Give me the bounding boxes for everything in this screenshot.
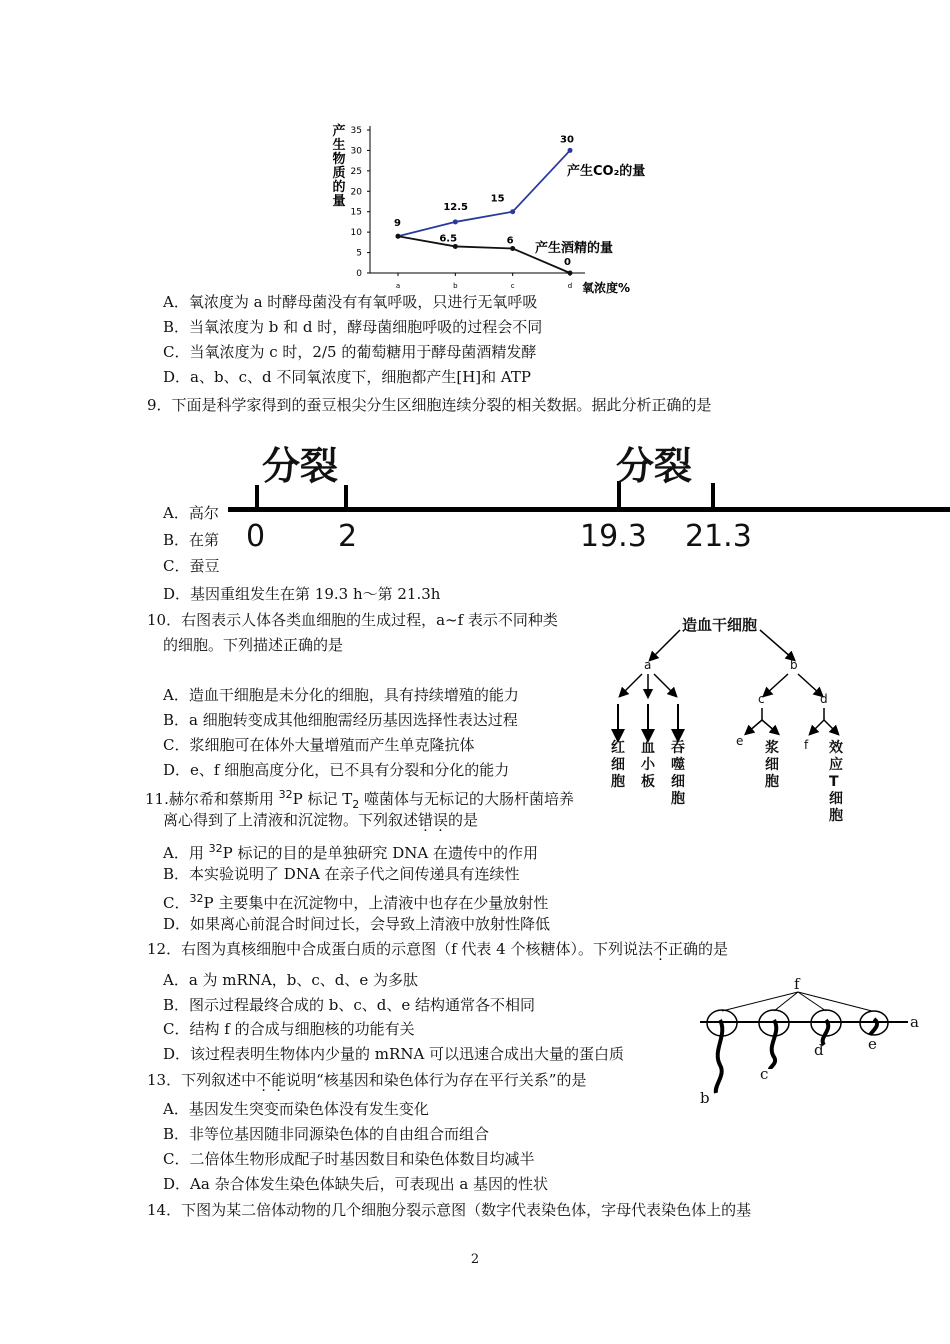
data-label: 6.5 <box>439 233 458 245</box>
y-axis-label-char: 物 <box>332 152 346 167</box>
plasma-cell-label: 浆细胞 <box>765 740 779 790</box>
x-tick-label: d <box>567 282 573 290</box>
phagocyte-label: 吞噬细胞 <box>671 740 685 807</box>
q8-option-a: A．氧浓度为 a 时酵母菌没有有氧呼吸，只进行无氧呼吸 <box>163 293 538 311</box>
red-blood-cell-label: 红细胞 <box>611 740 625 790</box>
q8-option-b: B．当氧浓度为 b 和 d 时，酵母菌细胞呼吸的过程会不同 <box>163 318 543 336</box>
q8-option-c: C．当氧浓度为 c 时，2/5 的葡萄糖用于酵母菌酒精发酵 <box>163 343 537 361</box>
timeline-tick <box>344 485 348 509</box>
data-point <box>453 244 458 249</box>
timeline-axis <box>228 507 950 512</box>
data-label: 12.5 <box>443 201 469 213</box>
x-axis-label: 氧浓度% <box>582 281 631 295</box>
q13-option-d: D．Aa 杂合体发生染色体缺失后，可表现出 a 基因的性状 <box>163 1175 549 1193</box>
node-b-label: b <box>790 658 798 672</box>
y-axis-label-char: 生 <box>332 138 346 153</box>
q12-option-c: C．结构 f 的合成与细胞核的功能有关 <box>163 1020 415 1038</box>
blood-cell-lineage-diagram <box>600 608 860 838</box>
data-label: 6 <box>506 235 514 247</box>
y-tick-label: 20 <box>350 187 362 198</box>
q12-stem: 12．右图为真核细胞中合成蛋白质的示意图（f 代表 4 个核糖体）。下列说法不正确的是 <box>147 940 729 958</box>
series-label-alcohol: 产生酒精的量 <box>535 241 614 256</box>
label-a: a <box>910 1013 919 1031</box>
q11-option-c: C．$^{32}$P 主要集中在沉淀物中，上清液中也存在少量放射性 <box>163 892 549 912</box>
data-point <box>510 209 515 214</box>
q10-option-c: C．浆细胞可在体外大量增殖而产生单克隆抗体 <box>163 736 475 754</box>
y-tick-label: 0 <box>356 269 362 279</box>
tick-label-21-3: 21.3 <box>685 519 752 554</box>
node-d-label: d <box>820 692 828 706</box>
q10-option-a: A．造血干细胞是未分化的细胞，具有持续增殖的能力 <box>163 686 519 704</box>
q11-stem-line2: 离心得到了上清液和沉淀物。下列叙述错误的是 <box>163 811 479 829</box>
polyribosome-diagram <box>690 975 930 1110</box>
data-point <box>396 234 401 239</box>
timeline-tick <box>255 485 259 509</box>
y-axis-label-char: 产 <box>332 124 346 139</box>
q12-option-d: D．该过程表明生物体内少量的 mRNA 可以迅速合成出大量的蛋白质 <box>163 1045 625 1063</box>
tick-label-2: 2 <box>338 519 358 554</box>
division-label-2: 分裂 <box>616 444 693 488</box>
q9-option-d: D．基因重组发生在第 19.3 h～第 21.3h <box>163 585 441 603</box>
x-tick-label: c <box>510 282 515 290</box>
node-e-label: e <box>736 734 744 748</box>
platelet-label: 血小板 <box>641 740 655 790</box>
q9-stem: 9．下面是科学家得到的蚕豆根尖分生区细胞连续分裂的相关数据。据此分析正确的是 <box>147 396 712 414</box>
lineage-arrows <box>600 608 860 838</box>
q11-option-d: D．如果离心前混合时间过长，会导致上清液中放射性降低 <box>163 915 551 933</box>
q9-option-c: C．蚕豆 <box>163 557 220 575</box>
node-a-label: a <box>644 658 652 672</box>
x-tick-label: b <box>453 282 458 290</box>
q13-option-b: B．非等位基因随非同源染色体的自由组合而组合 <box>163 1125 490 1143</box>
y-tick-label: 25 <box>350 166 362 177</box>
q11-option-b: B．本实验说明了 DNA 在亲子代之间传递具有连续性 <box>163 865 520 883</box>
label-b: b <box>700 1089 710 1107</box>
y-axis-label-char: 的 <box>332 180 346 195</box>
page-number: 2 <box>470 1252 480 1267</box>
y-tick-label: 35 <box>350 126 362 136</box>
q9-option-b: B．在第 <box>163 531 220 549</box>
q14-stem: 14．下图为某二倍体动物的几个细胞分裂示意图（数字代表染色体，字母代表染色体上的基 <box>147 1201 752 1219</box>
q12-option-b: B．图示过程最终合成的 b、c、d、e 结构通常各不相同 <box>163 996 536 1014</box>
data-point <box>510 246 515 251</box>
y-tick-label: 5 <box>356 248 362 259</box>
label-f: f <box>794 975 800 993</box>
label-c: c <box>760 1065 769 1083</box>
q12-option-a: A．a 为 mRNA，b、c、d、e 为多肽 <box>163 971 419 989</box>
q13-stem: 13．下列叙述中不能说明“核基因和染色体行为存在平行关系”的是 <box>147 1071 587 1089</box>
effector-t-cell-label: 效应T细胞 <box>829 740 843 824</box>
label-e: e <box>868 1035 877 1053</box>
data-label: 9 <box>394 218 401 230</box>
y-axis-label-char: 量 <box>332 194 346 209</box>
data-label: 15 <box>490 193 505 205</box>
x-tick-label: a <box>395 282 401 290</box>
y-tick-label: 10 <box>350 228 362 239</box>
q10-option-b: B．a 细胞转变成其他细胞需经历基因选择性表达过程 <box>163 711 518 729</box>
cell-cycle-timeline <box>0 425 950 565</box>
q13-option-c: C．二倍体生物形成配子时基因数目和染色体数目均减半 <box>163 1150 535 1168</box>
tick-label-19-3: 19.3 <box>580 519 647 554</box>
q9-option-a: A．高尔 <box>163 504 219 522</box>
data-point <box>568 271 573 276</box>
y-tick-label: 15 <box>350 207 362 218</box>
series-label-co2: 产生CO₂的量 <box>567 164 646 179</box>
data-label: 30 <box>560 134 574 146</box>
node-c-label: c <box>758 692 765 706</box>
oxygen-concentration-chart <box>0 0 950 300</box>
label-d: d <box>814 1041 824 1059</box>
division-label-1: 分裂 <box>262 444 339 488</box>
tick-label-0: 0 <box>246 519 266 554</box>
data-point <box>568 148 573 153</box>
timeline-tick <box>711 483 715 509</box>
polyribosome-drawing <box>690 975 930 1110</box>
data-point <box>453 219 458 224</box>
series-line <box>398 150 570 236</box>
y-tick-label: 30 <box>350 146 362 157</box>
q13-option-a: A．基因发生突变而染色体没有发生变化 <box>163 1100 429 1118</box>
node-f-label: f <box>804 738 809 752</box>
q11-option-a: A．用 $^{32}$P 标记的目的是单独研究 DNA 在遗传中的作用 <box>163 842 538 862</box>
q10-option-d: D．e、f 细胞高度分化，已不具有分裂和分化的能力 <box>163 761 510 779</box>
q10-stem-line1: 10．右图表示人体各类血细胞的生成过程，a~f 表示不同种类 <box>147 611 558 629</box>
q8-option-d: D．a、b、c、d 不同氧浓度下，细胞都产生[H]和 ATP <box>163 368 532 386</box>
q11-stem-line1: 11.赫尔希和蔡斯用 $^{32}$P 标记 $T_2$ 噬菌体与无标记的大肠杆菌培养 <box>145 788 575 811</box>
q10-stem-line2: 的细胞。下列描述正确的是 <box>163 636 344 654</box>
data-label: 0 <box>564 257 571 268</box>
hematopoietic-stem-cell-label: 造血干细胞 <box>682 616 758 634</box>
y-axis-label-char: 质 <box>332 166 346 181</box>
